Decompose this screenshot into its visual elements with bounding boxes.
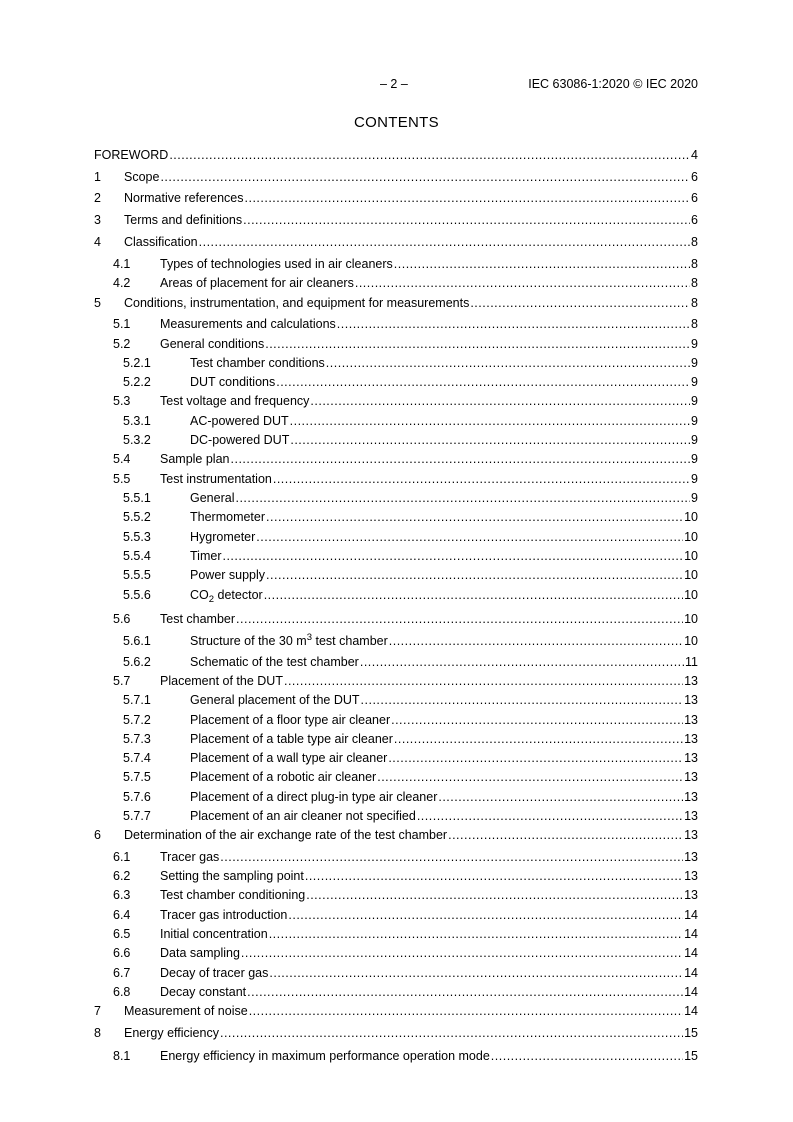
dot-leader <box>288 907 683 923</box>
toc-entry-number: 5.7.3 <box>123 732 151 746</box>
toc-entry[interactable] <box>94 471 698 487</box>
toc-entry[interactable] <box>94 712 698 728</box>
toc-entry[interactable] <box>94 212 698 228</box>
toc-entry-line <box>160 849 698 865</box>
dot-leader <box>391 712 683 728</box>
dot-leader <box>290 432 690 448</box>
toc-entry-number: 5 <box>94 296 101 310</box>
toc-entry[interactable] <box>94 529 698 545</box>
dot-leader <box>337 316 690 332</box>
toc-entry-label: Conditions, instrumentation, and equipment for measurements <box>124 296 470 310</box>
toc-entry-line <box>160 887 698 903</box>
dot-leader <box>220 1025 683 1041</box>
toc-entry[interactable] <box>94 750 698 766</box>
toc-entry-line <box>124 212 698 228</box>
toc-entry-label: DC-powered DUT <box>190 433 290 447</box>
toc-entry-label: Placement of a floor type air cleaner <box>190 713 391 727</box>
toc-entry-number: 3 <box>94 213 101 227</box>
toc-entry-line <box>190 567 698 583</box>
toc-entry-line <box>160 1048 698 1064</box>
toc-entry[interactable] <box>94 295 698 311</box>
toc-entry-page: 4 <box>691 148 698 162</box>
toc-entry[interactable] <box>94 256 698 272</box>
toc-entry-line <box>124 234 698 250</box>
dot-leader <box>235 490 690 506</box>
toc-entry-label: Areas of placement for air cleaners <box>160 276 354 290</box>
toc-entry-line <box>124 190 698 206</box>
toc-entry[interactable] <box>94 887 698 903</box>
dot-leader <box>326 355 690 371</box>
toc-entry-page: 9 <box>691 394 698 408</box>
toc-entry-label-part: test chamber <box>312 634 388 648</box>
toc-entry[interactable] <box>94 907 698 923</box>
toc-entry-number: 5.7.4 <box>123 751 151 765</box>
toc-entry-number: 5.2.2 <box>123 375 151 389</box>
dot-leader <box>266 509 683 525</box>
toc-entry-label: Energy efficiency in maximum performance operation mode <box>160 1049 490 1063</box>
toc-entry-label: Thermometer <box>190 510 266 524</box>
dot-leader <box>220 849 683 865</box>
toc-entry-line <box>190 529 698 545</box>
toc-entry-label: Placement of a direct plug-in type air cleaner <box>190 790 438 804</box>
toc-entry-page: 9 <box>691 433 698 447</box>
page-number: – 2 – <box>380 77 408 91</box>
toc-entry[interactable] <box>94 336 698 352</box>
toc-entry-line <box>160 471 698 487</box>
toc-entry[interactable] <box>94 965 698 981</box>
dot-leader <box>265 336 690 352</box>
toc-entry-number: 5.5.5 <box>123 568 151 582</box>
toc-entry-number: 4.2 <box>113 276 131 290</box>
toc-entry-page: 13 <box>684 828 698 842</box>
toc-entry-number: 6.1 <box>113 850 131 864</box>
dot-leader <box>222 548 683 564</box>
toc-entry-line <box>160 926 698 942</box>
toc-entry[interactable] <box>94 451 698 467</box>
toc-entry-page: 9 <box>691 356 698 370</box>
dot-leader <box>470 295 690 311</box>
dot-leader <box>199 234 690 250</box>
toc-entry-page: 9 <box>691 472 698 486</box>
toc-entry-page: 14 <box>684 927 698 941</box>
toc-entry[interactable] <box>94 275 698 291</box>
dot-leader <box>394 731 683 747</box>
toc-entry-line <box>190 633 698 649</box>
toc-entry-page: 13 <box>684 850 698 864</box>
toc-entry[interactable] <box>94 731 698 747</box>
dot-leader <box>264 587 683 603</box>
toc-entry[interactable] <box>94 355 698 371</box>
dot-leader <box>377 769 683 785</box>
toc-entry-number: 5.5.1 <box>123 491 151 505</box>
dot-leader <box>236 611 683 627</box>
toc-entry-label: Placement of the DUT <box>160 674 283 688</box>
toc-entry[interactable] <box>94 984 698 1000</box>
toc-entry-label: Schematic of the test chamber <box>190 655 359 669</box>
toc-entry[interactable] <box>94 548 698 564</box>
toc-entry-line <box>160 275 698 291</box>
toc-entry-page: 8 <box>691 296 698 310</box>
dot-leader <box>448 827 683 843</box>
toc-entry-line <box>190 789 698 805</box>
toc-entry-line <box>160 907 698 923</box>
toc-entry-line <box>190 750 698 766</box>
toc-entry-label: Placement of an air cleaner not specified <box>190 809 416 823</box>
toc-entry-line <box>160 611 698 627</box>
toc-entry-label: Sample plan <box>160 452 230 466</box>
toc-entry-page: 10 <box>684 530 698 544</box>
toc-entry[interactable] <box>94 490 698 506</box>
toc-entry-page: 13 <box>684 674 698 688</box>
toc-entry-page: 14 <box>684 1004 698 1018</box>
toc-entry-page: 15 <box>684 1026 698 1040</box>
toc-entry-page: 10 <box>684 588 698 602</box>
toc-entry-label-part: detector <box>214 588 263 602</box>
toc-entry-label: Measurement of noise <box>124 1004 248 1018</box>
dot-leader <box>284 673 683 689</box>
toc-entry[interactable] <box>94 611 698 627</box>
toc-entry-page: 13 <box>684 713 698 727</box>
toc-entry-label-part: CO <box>190 588 209 602</box>
toc-entry-number: 8.1 <box>113 1049 131 1063</box>
toc-entry[interactable] <box>94 316 698 332</box>
dot-leader <box>269 965 683 981</box>
toc-entry-number: 5.7.6 <box>123 790 151 804</box>
toc-entry[interactable] <box>94 169 698 185</box>
toc-entry-label: Measurements and calculations <box>160 317 336 331</box>
toc-entry-number: 5.3.2 <box>123 433 151 447</box>
toc-entry-number: 2 <box>94 191 101 205</box>
dot-leader <box>249 1003 683 1019</box>
toc-entry-number: 5.3.1 <box>123 414 151 428</box>
toc-entry-label: AC-powered DUT <box>190 414 289 428</box>
toc-entry-number: 5.1 <box>113 317 131 331</box>
dot-leader <box>491 1048 683 1064</box>
toc-entry-page: 8 <box>691 317 698 331</box>
toc-entry-line <box>190 654 698 670</box>
toc-entry-line <box>190 712 698 728</box>
toc-entry[interactable] <box>94 827 698 843</box>
toc-entry-line <box>190 355 698 371</box>
dot-leader <box>231 451 691 467</box>
toc-entry-label: Types of technologies used in air cleaners <box>160 257 393 271</box>
toc-entry-page: 13 <box>684 693 698 707</box>
toc-entry-page: 8 <box>691 235 698 249</box>
toc-entry-line <box>160 393 698 409</box>
toc-entry-page: 10 <box>684 634 698 648</box>
toc-entry-line <box>124 295 698 311</box>
toc-entry-label-part: Structure of the 30 m <box>190 634 307 648</box>
toc-entry-number: 6.7 <box>113 966 131 980</box>
toc-entry[interactable] <box>94 1003 698 1019</box>
toc-entry-label: Classification <box>124 235 198 249</box>
toc-entry-line <box>160 316 698 332</box>
toc-entry-number: 5.6.2 <box>123 655 151 669</box>
toc-entry-label: Terms and definitions <box>124 213 243 227</box>
toc-entry-label: Placement of a wall type air cleaner <box>190 751 388 765</box>
toc-entry-label <box>190 587 263 603</box>
dot-leader <box>273 471 690 487</box>
toc-entry[interactable] <box>94 849 698 865</box>
toc-entry[interactable] <box>94 190 698 206</box>
dot-leader <box>417 808 683 824</box>
toc-entry-number: 6.6 <box>113 946 131 960</box>
toc-entry-line <box>160 965 698 981</box>
toc-entry[interactable] <box>94 769 698 785</box>
toc-entry-label: Test chamber conditions <box>190 356 325 370</box>
toc-entry-number: 5.7 <box>113 674 131 688</box>
toc-entry-line <box>124 1003 698 1019</box>
page-title: CONTENTS <box>354 114 439 131</box>
toc-entry-label: Placement of a table type air cleaner <box>190 732 393 746</box>
toc-entry-page: 13 <box>684 770 698 784</box>
toc-entry-number: 1 <box>94 170 101 184</box>
toc-entry-label: FOREWORD <box>94 148 169 162</box>
toc-entry-line <box>190 731 698 747</box>
dot-leader <box>305 868 683 884</box>
toc-entry-line <box>124 1025 698 1041</box>
toc-entry-label: General conditions <box>160 337 265 351</box>
toc-entry-line <box>190 490 698 506</box>
toc-entry[interactable] <box>94 1025 698 1041</box>
toc-entry[interactable] <box>94 945 698 961</box>
toc-entry[interactable] <box>94 789 698 805</box>
toc-entry-number: 8 <box>94 1026 101 1040</box>
dot-leader <box>243 212 690 228</box>
toc-entry-line <box>160 673 698 689</box>
dot-leader <box>169 147 690 163</box>
dot-leader <box>361 692 684 708</box>
toc-entry[interactable] <box>94 1048 698 1064</box>
toc-entry-label: Tracer gas <box>160 850 220 864</box>
toc-entry-page: 8 <box>691 257 698 271</box>
dot-leader <box>438 789 683 805</box>
toc-entry-label: Tracer gas introduction <box>160 908 288 922</box>
toc-entry-number: 5.5.3 <box>123 530 151 544</box>
toc-entry-line <box>190 509 698 525</box>
toc-entry-line <box>160 336 698 352</box>
toc-entry[interactable] <box>94 808 698 824</box>
toc-entry-page: 10 <box>684 568 698 582</box>
toc-entry-page: 10 <box>684 612 698 626</box>
toc-entry-page: 6 <box>691 170 698 184</box>
toc-entry-number: 5.2.1 <box>123 356 151 370</box>
toc-entry-page: 15 <box>684 1049 698 1063</box>
toc-entry-number: 6.4 <box>113 908 131 922</box>
toc-entry-line <box>190 769 698 785</box>
toc-entry-line <box>160 984 698 1000</box>
dot-leader <box>245 190 691 206</box>
toc-entry-number: 6.8 <box>113 985 131 999</box>
toc-entry-line <box>190 808 698 824</box>
toc-entry-label: Power supply <box>190 568 266 582</box>
toc-entry-page: 9 <box>691 375 698 389</box>
toc-entry-label: Data sampling <box>160 946 240 960</box>
toc-entry-page: 14 <box>684 985 698 999</box>
toc-entry[interactable] <box>94 413 698 429</box>
toc-entry-line <box>190 374 698 390</box>
toc-entry-page: 13 <box>684 790 698 804</box>
toc-entry-line <box>190 692 698 708</box>
toc-entry-number: 5.7.1 <box>123 693 151 707</box>
dot-leader <box>256 529 683 545</box>
toc-entry-line <box>190 548 698 564</box>
toc-entry[interactable] <box>94 633 698 649</box>
toc-entry-page: 6 <box>691 191 698 205</box>
toc-entry-page: 9 <box>691 337 698 351</box>
toc-entry-page: 13 <box>684 869 698 883</box>
dot-leader <box>241 945 683 961</box>
toc-entry-line <box>190 432 698 448</box>
toc-entry-label: Determination of the air exchange rate of the test chamber <box>124 828 448 842</box>
toc-entry-number: 4 <box>94 235 101 249</box>
toc-entry-label: General placement of the DUT <box>190 693 360 707</box>
dot-leader <box>394 256 690 272</box>
dot-leader <box>160 169 690 185</box>
toc-entry-number: 5.7.7 <box>123 809 151 823</box>
toc-entry-label: Normative references <box>124 191 244 205</box>
dot-leader <box>269 926 683 942</box>
dot-leader <box>290 413 690 429</box>
toc-entry-page: 13 <box>684 732 698 746</box>
toc-entry-number: 5.2 <box>113 337 131 351</box>
toc-entry-label: Decay of tracer gas <box>160 966 269 980</box>
toc-entry-line <box>160 256 698 272</box>
subscript: 2 <box>208 594 215 603</box>
toc-entry-line <box>94 147 698 163</box>
toc-entry[interactable] <box>94 432 698 448</box>
toc-entry-number: 4.1 <box>113 257 131 271</box>
toc-entry-label: Test voltage and frequency <box>160 394 310 408</box>
toc-entry-label: Hygrometer <box>190 530 256 544</box>
toc-entry-label: Decay constant <box>160 985 247 999</box>
toc-entry[interactable] <box>94 374 698 390</box>
dot-leader <box>360 654 684 670</box>
toc-entry[interactable] <box>94 393 698 409</box>
toc-entry-page: 9 <box>691 491 698 505</box>
toc-entry-number: 5.6.1 <box>123 634 151 648</box>
toc-entry-line <box>160 451 698 467</box>
dot-leader <box>247 984 683 1000</box>
toc-entry-page: 14 <box>684 946 698 960</box>
toc-entry[interactable] <box>94 673 698 689</box>
dot-leader <box>276 374 690 390</box>
toc-entry-number: 5.5.2 <box>123 510 151 524</box>
dot-leader <box>355 275 690 291</box>
dot-leader <box>310 393 690 409</box>
toc-entry-page: 14 <box>684 908 698 922</box>
toc-entry-number: 6.5 <box>113 927 131 941</box>
toc-entry[interactable] <box>94 926 698 942</box>
toc-entry[interactable] <box>94 509 698 525</box>
toc-entry-label: Scope <box>124 170 160 184</box>
toc-entry-label: Test chamber <box>160 612 236 626</box>
toc-entry-line <box>160 945 698 961</box>
toc-entry-label: Test instrumentation <box>160 472 272 486</box>
toc-entry-page: 9 <box>691 452 698 466</box>
toc-entry-number: 6 <box>94 828 101 842</box>
document-id: IEC 63086-1:2020 © IEC 2020 <box>528 77 698 91</box>
toc-entry[interactable] <box>94 868 698 884</box>
toc-entry-number: 5.6 <box>113 612 131 626</box>
toc-entry-line <box>124 169 698 185</box>
toc-entry-page: 13 <box>684 809 698 823</box>
toc-entry-label: Initial concentration <box>160 927 268 941</box>
toc-entry-number: 5.5.4 <box>123 549 151 563</box>
toc-entry-number: 5.7.5 <box>123 770 151 784</box>
toc-entry[interactable] <box>94 147 698 163</box>
toc-entry-page: 13 <box>684 751 698 765</box>
toc-entry[interactable] <box>94 692 698 708</box>
toc-entry[interactable] <box>94 587 698 603</box>
dot-leader <box>388 750 683 766</box>
toc-entry-page: 9 <box>691 414 698 428</box>
toc-entry-label: Test chamber conditioning <box>160 888 306 902</box>
toc-entry-line <box>190 413 698 429</box>
toc-entry-page: 11 <box>685 655 698 669</box>
toc-entry-line <box>160 868 698 884</box>
toc-entry-label: Energy efficiency <box>124 1026 219 1040</box>
toc-entry-label: Timer <box>190 549 222 563</box>
toc-entry-page: 6 <box>691 213 698 227</box>
toc-entry-number: 5.3 <box>113 394 131 408</box>
toc-entry-page: 10 <box>684 510 698 524</box>
dot-leader <box>389 633 683 649</box>
toc-entry-number: 5.7.2 <box>123 713 151 727</box>
toc-entry-number: 5.4 <box>113 452 131 466</box>
toc-entry-label: General <box>190 491 235 505</box>
toc-entry-label: Setting the sampling point <box>160 869 304 883</box>
toc-entry[interactable] <box>94 234 698 250</box>
toc-entry[interactable] <box>94 567 698 583</box>
toc-entry-label <box>190 633 388 649</box>
toc-entry-number: 7 <box>94 1004 101 1018</box>
dot-leader <box>306 887 683 903</box>
toc-entry-page: 14 <box>684 966 698 980</box>
toc-entry-label: DUT conditions <box>190 375 276 389</box>
toc-entry-label: Placement of a robotic air cleaner <box>190 770 377 784</box>
toc-entry-number: 5.5.6 <box>123 588 151 602</box>
toc-entry-page: 8 <box>691 276 698 290</box>
page-header <box>0 77 793 93</box>
toc-entry-number: 5.5 <box>113 472 131 486</box>
toc-entry-page: 10 <box>684 549 698 563</box>
toc-entry-line <box>190 587 698 603</box>
dot-leader <box>266 567 683 583</box>
toc-entry-page: 13 <box>684 888 698 902</box>
toc-entry-number: 6.3 <box>113 888 131 902</box>
toc-entry-line <box>124 827 698 843</box>
toc-entry-number: 6.2 <box>113 869 131 883</box>
toc-entry[interactable] <box>94 654 698 670</box>
superscript: 3 <box>306 633 313 643</box>
